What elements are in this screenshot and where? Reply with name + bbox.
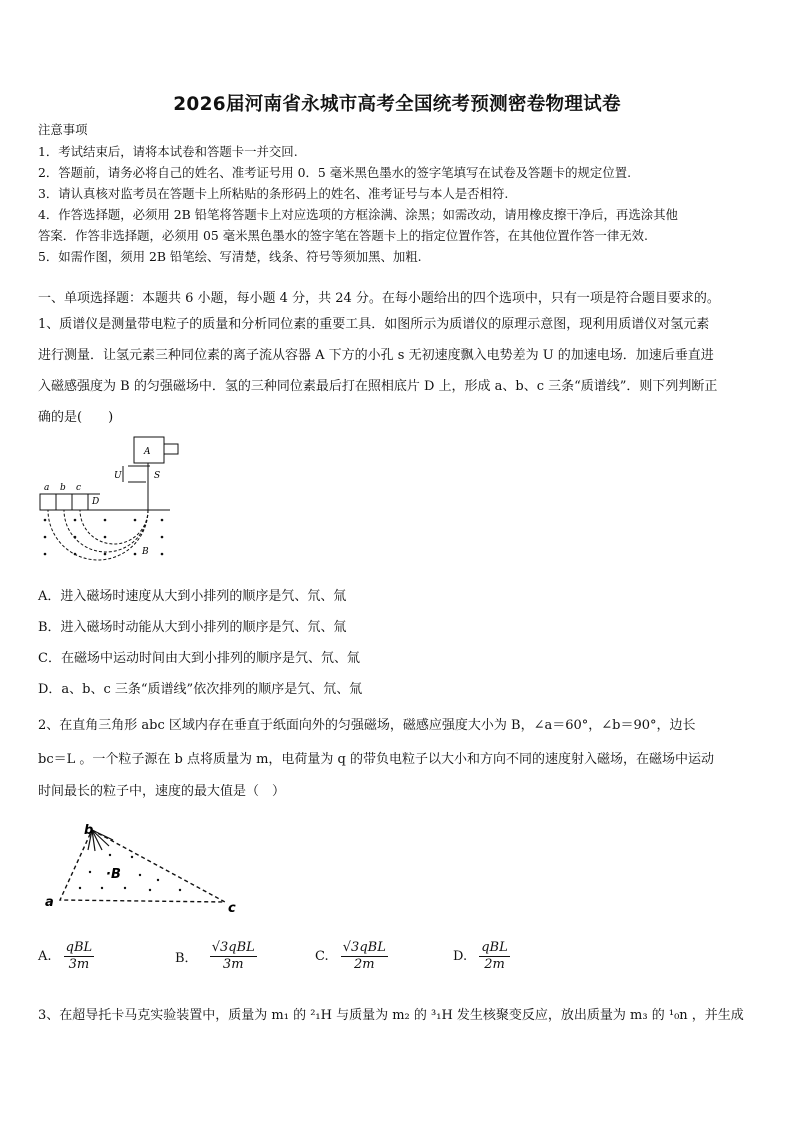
q1-text: 1、质谱仪是测量带电粒子的质量和分析同位素的重要工具．如图所示为质谱仪的原理示意图，现利用质谱仪对氢元素 xyxy=(38,317,710,332)
q2-figure xyxy=(40,820,250,920)
label-c: c xyxy=(76,483,82,493)
q2-option-b: B． $\frac{\text{√3qBL}}{3m}$ xyxy=(175,940,255,972)
label-B: ·B xyxy=(106,867,121,882)
label-b: b xyxy=(60,483,66,493)
q1-option-a: A．进入磁场时速度从大到小排列的顺序是氕、氘、氚 xyxy=(38,589,347,604)
notice-heading: 注意事项 xyxy=(38,122,88,137)
label-a: a xyxy=(44,483,50,493)
label-D: D xyxy=(92,497,100,507)
q2-option-a: A. $\frac{\text{qBL}}{3m}$ xyxy=(38,940,93,972)
q1-figure xyxy=(30,432,200,572)
q2-text: bc＝L 。一个粒子源在 b 点将质量为 m，电荷量为 q 的带负电粒子以大小和方向不同的速度射入磁场，在磁场中运动 xyxy=(38,752,715,767)
triangle xyxy=(60,830,225,902)
q1-text: 入磁感强度为 B 的匀强磁场中．氢的三种同位素最后打在照相底片 D 上，形成 a、b、c 三条“质谱线”．则下列判断正 xyxy=(38,379,718,394)
page-title: 2026届河南省永城市高考全国统考预测密卷物理试卷 xyxy=(173,94,621,115)
label-a: a xyxy=(45,895,54,910)
label-S: S xyxy=(154,471,161,481)
notice-item: 5．如需作图，须用 2B 铅笔绘、写清楚，线条、符号等须加黑、加粗. xyxy=(38,249,422,264)
label-b: b xyxy=(84,823,94,838)
field-dots xyxy=(79,854,181,891)
q2-text: 2、在直角三角形 abc 区域内存在垂直于纸面向外的匀强磁场，磁感应强度大小为 B，∠a＝60°，∠b＝90°，边长 xyxy=(38,718,696,733)
q1-option-d: D．a、b、c 三条“质谱线”依次排列的顺序是氕、氘、氚 xyxy=(38,682,363,697)
label-A: A xyxy=(144,447,151,457)
section-heading: 一、单项选择题：本题共 6 小题，每小题 4 分，共 24 分。在每小题给出的四个选项中，只有一项是符合题目要求的。 xyxy=(38,291,720,306)
q2-text: 时间最长的粒子中，速度的最大值是（ ） xyxy=(38,784,286,799)
q1-option-b: B．进入磁场时动能从大到小排列的顺序是氕、氘、氚 xyxy=(38,620,347,635)
q1-option-c: C．在磁场中运动时间由大到小排列的顺序是氕、氘、氚 xyxy=(38,651,360,666)
label-U: U xyxy=(114,471,122,481)
notice-item: 3．请认真核对监考员在答题卡上所粘贴的条形码上的姓名、准考证号与本人是否相符. xyxy=(38,186,509,201)
q1-text: 确的是( ) xyxy=(38,410,114,425)
q2-option-c: C. $\frac{\text{√3qBL}}{2m}$ xyxy=(315,940,386,972)
track-b xyxy=(64,510,148,552)
notice-item: 4．作答选择题，必须用 2B 铅笔将答题卡上对应选项的方框涂满、涂黑；如需改动，请用橡皮擦干净后，再选涂其他 xyxy=(38,207,678,222)
notice-item: 1．考试结束后，请将本试卷和答题卡一并交回. xyxy=(38,144,298,159)
notice-item: 答案．作答非选择题，必须用 05 毫米黑色墨水的签字笔在答题卡上的指定位置作答，在其他位置作答一律无效. xyxy=(38,228,648,243)
q3-text: 3、在超导托卡马克实验装置中，质量为 m₁ 的 ²₁H 与质量为 m₂ 的 ³₁H 发生核聚变反应，放出质量为 m₃ 的 ¹₀n ，并生成 xyxy=(38,1008,744,1023)
notice-item: 2．答题前，请务必将自己的姓名、准考证号用 0．5 毫米黑色墨水的签字笔填写在试卷及答题卡的规定位置. xyxy=(38,165,632,180)
track-a xyxy=(48,510,148,560)
q1-text: 进行测量．让氢元素三种同位素的离子流从容器 A 下方的小孔 s 无初速度飘入电势差为 U 的加速电场．加速后垂直进 xyxy=(38,348,714,363)
label-c: c xyxy=(228,901,236,916)
container-pipe xyxy=(164,444,178,454)
q2-option-d: D. $\frac{\text{qBL}}{2m}$ xyxy=(453,940,508,972)
track-c xyxy=(80,510,148,544)
label-B: B xyxy=(142,547,149,557)
